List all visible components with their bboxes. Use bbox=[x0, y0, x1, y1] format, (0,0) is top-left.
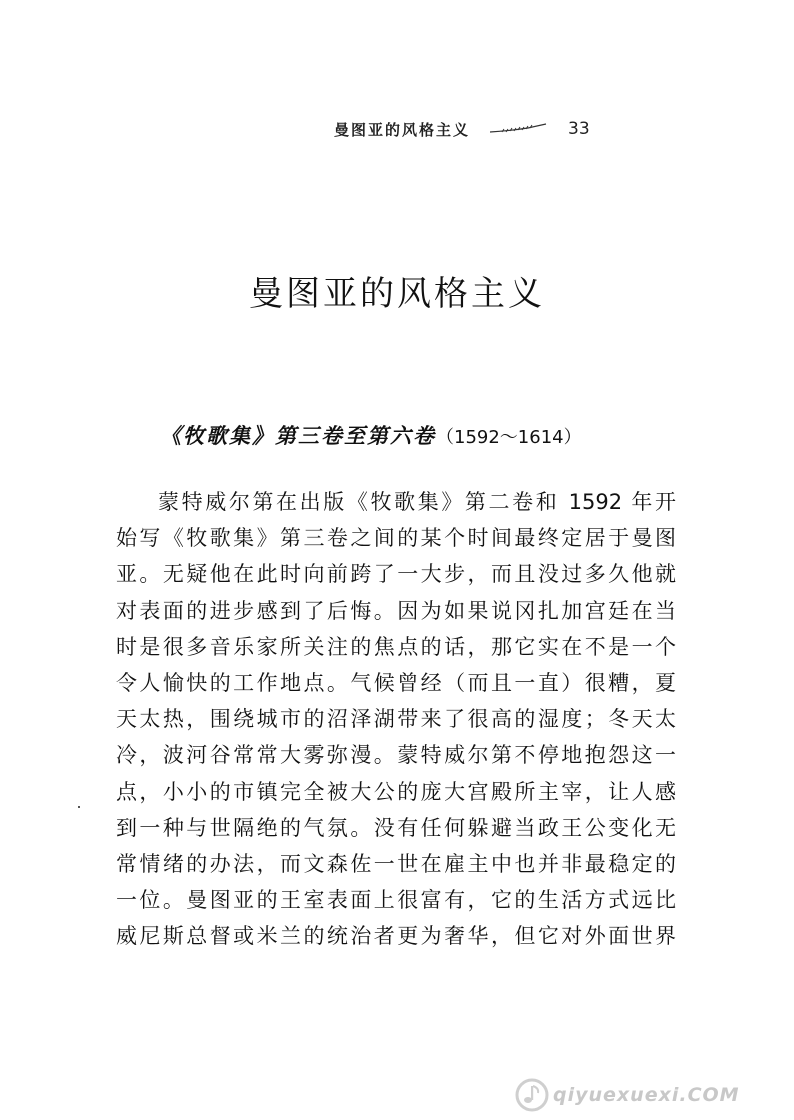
scan-speck bbox=[78, 806, 80, 808]
body-line: 冷，波河谷常常大雾弥漫。蒙特威尔第不停地抱怨这一 bbox=[116, 743, 676, 768]
body-line: 一位。曼图亚的王室表面上很富有，它的生活方式远比 bbox=[116, 888, 676, 913]
body-line: 亚。无疑他在此时向前跨了一大步，而且没过多久他就 bbox=[116, 562, 676, 587]
body-line: 始写《牧歌集》第三卷之间的某个时间最终定居于曼图 bbox=[116, 526, 676, 551]
site-watermark bbox=[515, 1075, 785, 1115]
body-line: 时是很多音乐家所关注的焦点的话，那它实在不是一个 bbox=[116, 634, 676, 659]
body-paragraph bbox=[116, 484, 676, 954]
pen-flourish-icon bbox=[488, 123, 548, 135]
body-line: 天太热，围绕城市的沼泽湖带来了很高的湿度；冬天太 bbox=[116, 707, 676, 732]
section-heading-text: 《牧歌集》第三卷至第六卷 bbox=[160, 423, 436, 448]
music-note-logo-icon bbox=[515, 1078, 549, 1112]
body-line: 点，小小的市镇完全被大公的庞大宫殿所主宰，让人感 bbox=[116, 779, 676, 804]
body-line: 威尼斯总督或米兰的统治者更为奢华，但它对外面世界 bbox=[116, 924, 676, 949]
body-line: 常情绪的办法，而文森佐一世在雇主中也并非最稳定的 bbox=[116, 851, 676, 876]
body-line: 对表面的进步感到了后悔。因为如果说冈扎加宫廷在当 bbox=[116, 598, 676, 623]
body-line: 令人愉快的工作地点。气候曾经（而且一直）很糟，夏 bbox=[116, 670, 676, 695]
body-line: 蒙特威尔第在出版《牧歌集》第二卷和 1592 年开 bbox=[158, 490, 676, 514]
chapter-title: 曼图亚的风格主义 bbox=[249, 274, 545, 314]
page-number: 33 bbox=[568, 119, 590, 139]
running-header-title: 曼图亚的风格主义 bbox=[334, 120, 471, 139]
running-header bbox=[334, 116, 664, 142]
body-line: 到一种与世隔绝的气氛。没有任何躲避当政王公变化无 bbox=[116, 815, 676, 840]
watermark-text: qiyuexuexi.COM bbox=[553, 1084, 740, 1106]
section-heading bbox=[160, 420, 680, 450]
section-date-range: （1592～1614） bbox=[436, 427, 582, 448]
